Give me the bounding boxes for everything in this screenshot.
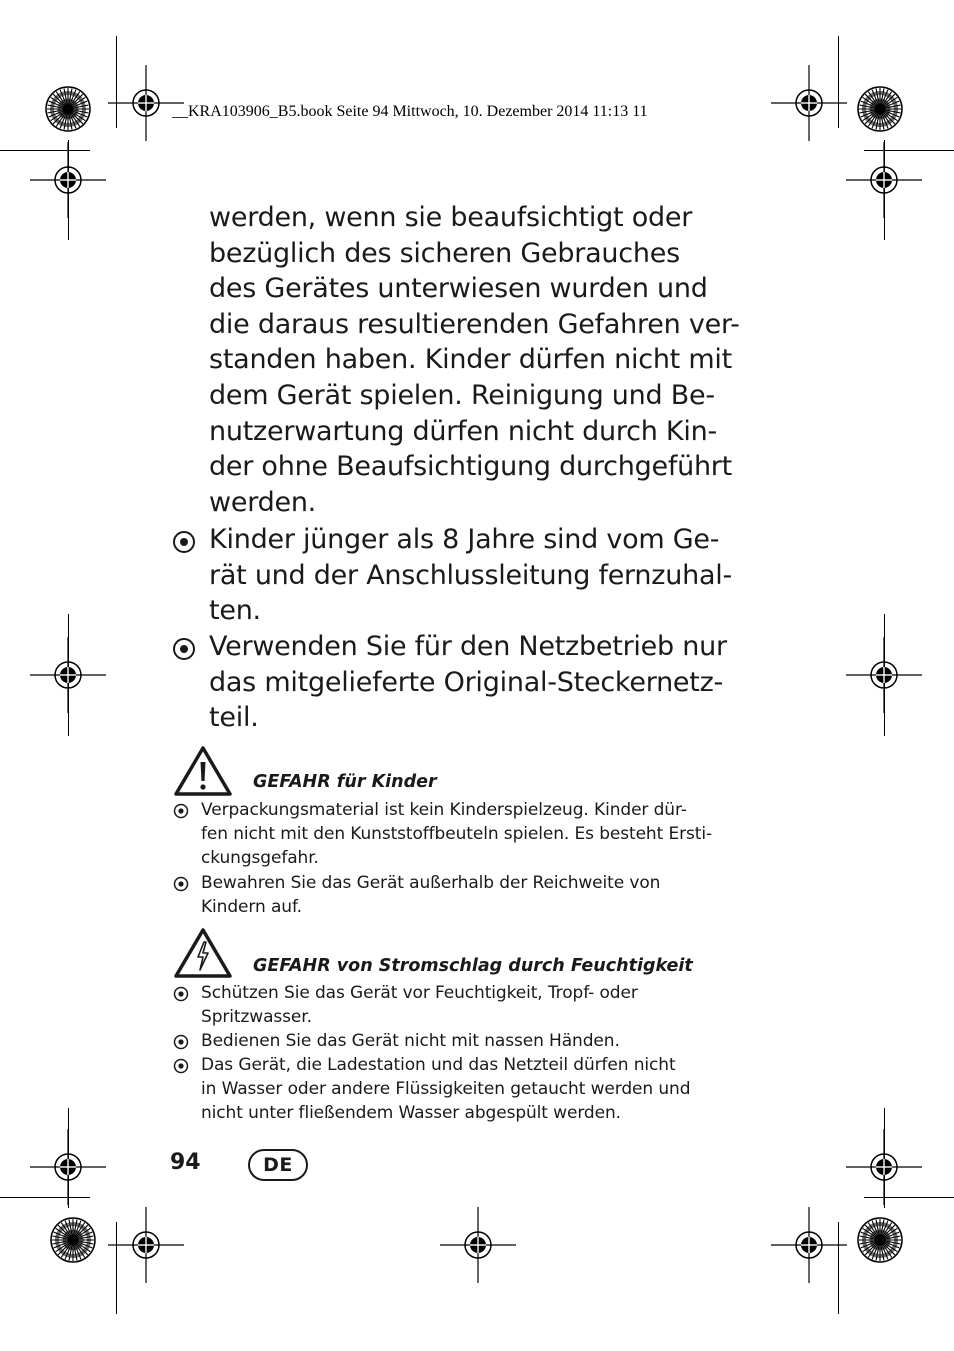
text-line: Bewahren Sie das Gerät außerhalb der Reichweite von <box>201 873 661 893</box>
circle-bullet-icon <box>172 530 196 554</box>
text-line: ckungsgefahr. <box>201 848 319 868</box>
text-line: des Gerätes unterwiesen wurden und <box>209 273 708 305</box>
text-line: Verwenden Sie für den Netzbetrieb nur <box>209 631 727 662</box>
book-info-header: __KRA103906_B5.book Seite 94 Mittwoch, 10. Dezember 2014 11:13 11 <box>172 103 648 120</box>
bullet-item <box>209 629 729 736</box>
bullet-item <box>201 1053 731 1125</box>
bullet-item <box>201 981 731 1029</box>
warning-title: GEFAHR für Kinder <box>253 772 437 792</box>
text-line: die daraus resultierenden Gefahren ver- <box>209 308 740 340</box>
text-line: Verpackungsmaterial ist kein Kinderspielzeug. Kinder dür- <box>201 800 687 820</box>
text-line: Schützen Sie das Gerät vor Feuchtigkeit, Tropf- oder <box>201 983 638 1003</box>
circle-bullet-icon <box>173 876 189 892</box>
language-badge <box>248 1149 308 1181</box>
text-line: das mitgelieferte Original-Steckernetz- <box>209 666 724 698</box>
text-line: Das Gerät, die Ladestation und das Netzteil dürfen nicht <box>201 1055 676 1075</box>
circle-bullet-icon <box>173 803 189 819</box>
circle-bullet-icon <box>173 1058 189 1074</box>
bullet-item <box>201 798 731 870</box>
text-line: rät und der Anschlussleitung fernzuhal- <box>209 559 732 591</box>
circle-bullet-icon <box>172 637 196 661</box>
text-line: ten. <box>209 595 261 627</box>
language-badge-label: DE <box>263 1154 293 1176</box>
text-line: in Wasser oder andere Flüssigkeiten getaucht werden und <box>201 1079 691 1099</box>
text-line: Bedienen Sie das Gerät nicht mit nassen Händen. <box>201 1031 620 1051</box>
text-line: nutzerwartung dürfen nicht durch Kin- <box>209 415 717 447</box>
text-line: teil. <box>209 702 259 734</box>
exclamation-triangle-icon <box>172 744 234 798</box>
text-line: dem Gerät spielen. Reinigung und Be- <box>209 379 715 411</box>
warning-title: GEFAHR von Stromschlag durch Feuchtigkeit <box>253 956 693 976</box>
page-number: 94 <box>170 1150 201 1175</box>
text-line: Spritzwasser. <box>201 1007 312 1027</box>
bullet-item <box>201 871 731 919</box>
text-line: standen haben. Kinder dürfen nicht mit <box>209 344 732 376</box>
intro-paragraph <box>209 200 740 520</box>
text-line: werden. <box>209 486 317 518</box>
lightning-triangle-icon <box>172 926 234 980</box>
text-line: werden, wenn sie beaufsichtigt oder <box>209 202 693 233</box>
text-line: nicht unter fließendem Wasser abgespült werden. <box>201 1103 621 1123</box>
bullet-item <box>209 522 732 629</box>
text-line: fen nicht mit den Kunststoffbeuteln spielen. Es besteht Ersti- <box>201 824 712 844</box>
text-line: Kindern auf. <box>201 897 302 917</box>
text-line: der ohne Beaufsichtigung durchgeführt <box>209 451 732 483</box>
circle-bullet-icon <box>173 986 189 1002</box>
text-line: bezüglich des sicheren Gebrauches <box>209 237 680 269</box>
text-line: Kinder jünger als 8 Jahre sind vom Ge- <box>209 524 720 555</box>
bullet-item <box>201 1029 731 1053</box>
circle-bullet-icon <box>173 1034 189 1050</box>
